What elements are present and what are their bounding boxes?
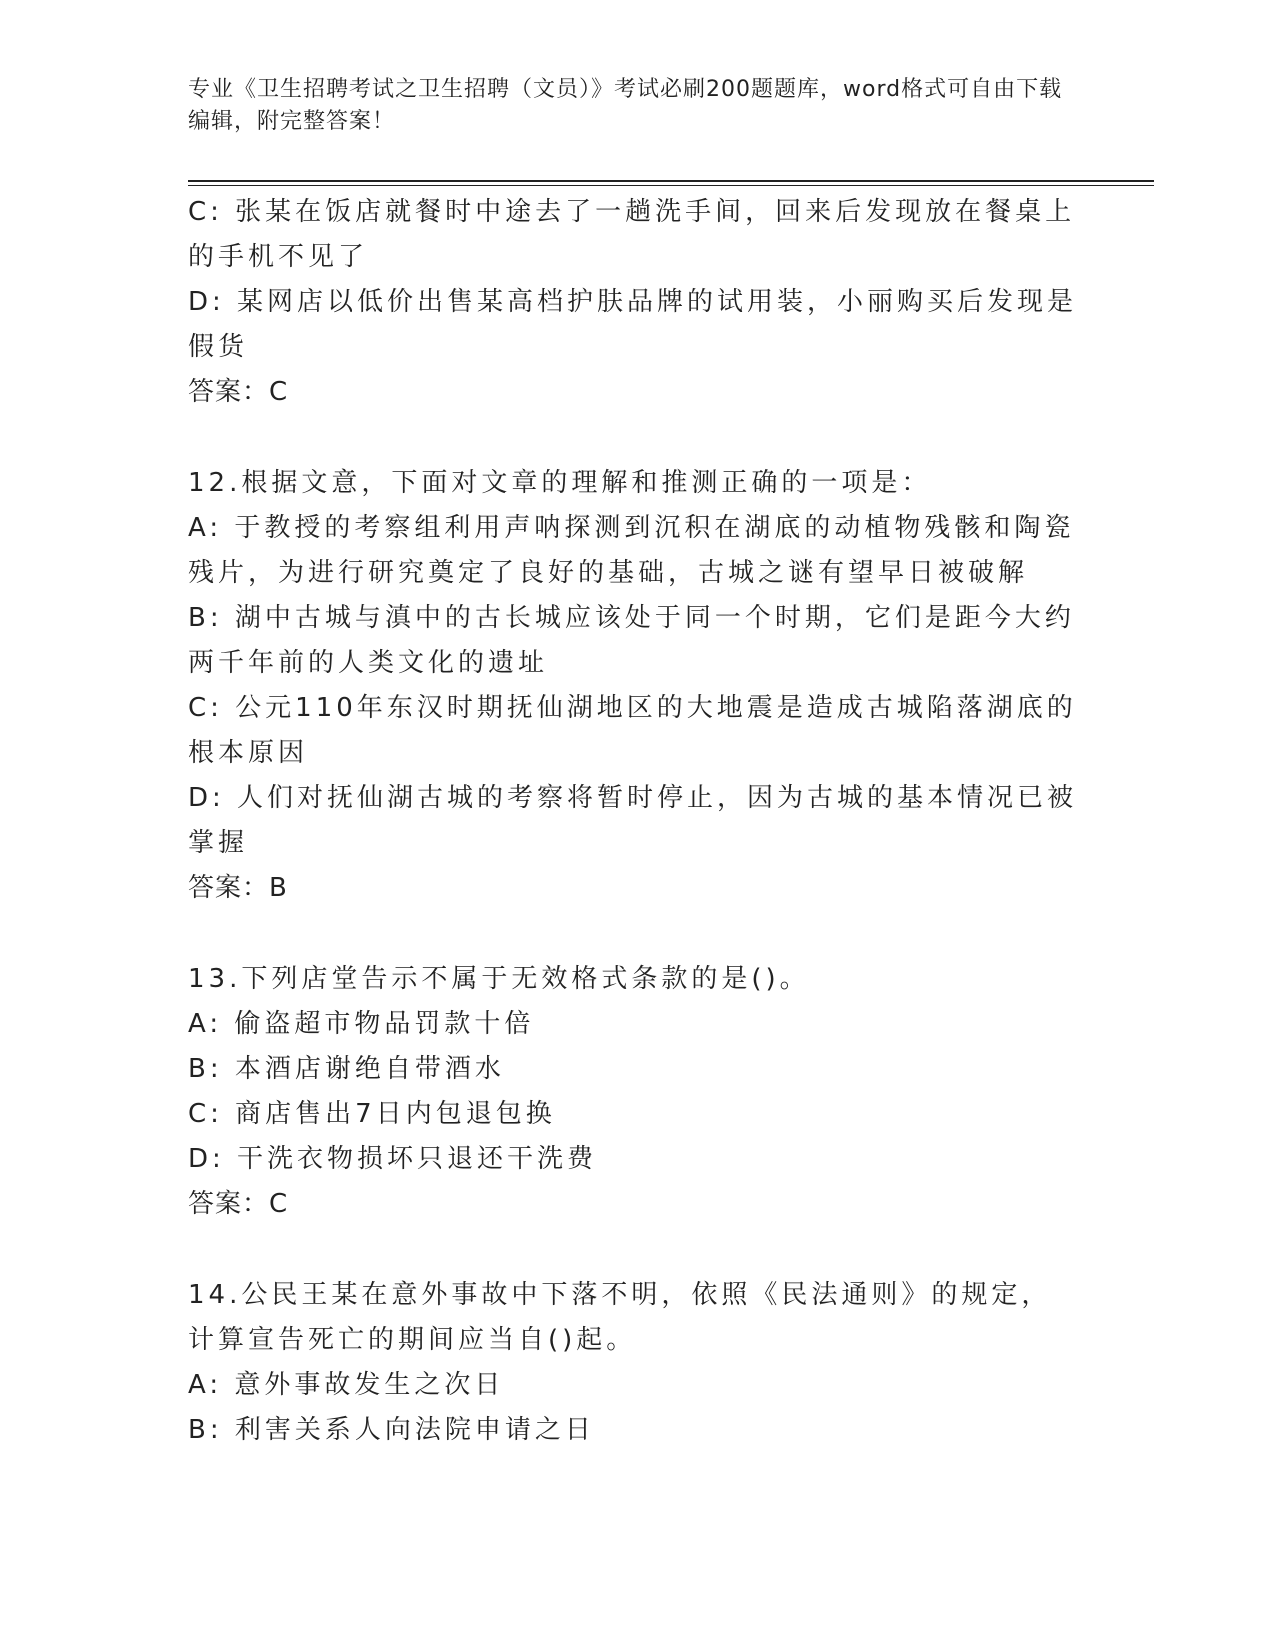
block-gap: [188, 415, 1078, 461]
option-c: C: 商店售出7日内包退包换: [188, 1099, 556, 1129]
option-a: A: 于教授的考察组利用声呐探测到沉积在湖底的动植物残骸和陶瓷残片，为进行研究奠定了良好的基础，古城之谜有望早日被破解: [188, 513, 1075, 588]
option-a: A: 偷盗超市物品罚款十倍: [188, 1009, 535, 1039]
header-rule-thin: [188, 185, 1154, 186]
answer-line: 答案：C: [188, 1189, 289, 1219]
block-gap: [188, 911, 1078, 957]
question-14: 14.公民王某在意外事故中下落不明，依照《民法通则》的规定，计算宣告死亡的期间应当自()起。: [188, 1280, 1052, 1355]
option-a: A: 意外事故发生之次日: [188, 1370, 505, 1400]
answer-line: 答案：C: [188, 377, 289, 407]
block-gap: [188, 1227, 1078, 1273]
option-c: C: 张某在饭店就餐时中途去了一趟洗手间，回来后发现放在餐桌上的手机不见了: [188, 197, 1076, 272]
page-header: 专业《卫生招聘考试之卫生招聘（文员）》考试必刷200题题库，word格式可自由下载编辑，附完整答案！: [188, 77, 1063, 134]
option-d: D: 某网店以低价出售某高档护肤品牌的试用装，小丽购买后发现是假货: [188, 287, 1078, 362]
answer-line: 答案：B: [188, 873, 288, 903]
option-b: B: 利害关系人向法院申请之日: [188, 1415, 595, 1445]
question-12: 12.根据文意，下面对文章的理解和推测正确的一项是：: [188, 468, 932, 498]
question-13: 13.下列店堂告示不属于无效格式条款的是()。: [188, 964, 810, 994]
option-b: B: 本酒店谢绝自带酒水: [188, 1054, 505, 1084]
header-rule-thick: [188, 180, 1154, 182]
option-d: D: 人们对抚仙湖古城的考察将暂时停止，因为古城的基本情况已被掌握: [188, 783, 1078, 858]
option-c: C: 公元110年东汉时期抚仙湖地区的大地震是造成古城陷落湖底的根本原因: [188, 693, 1077, 768]
option-b: B: 湖中古城与滇中的古长城应该处于同一个时期，它们是距今大约两千年前的人类文化的遗址: [188, 603, 1075, 678]
question-content: [188, 190, 1078, 1453]
option-d: D: 干洗衣物损坏只退还干洗费: [188, 1144, 598, 1174]
